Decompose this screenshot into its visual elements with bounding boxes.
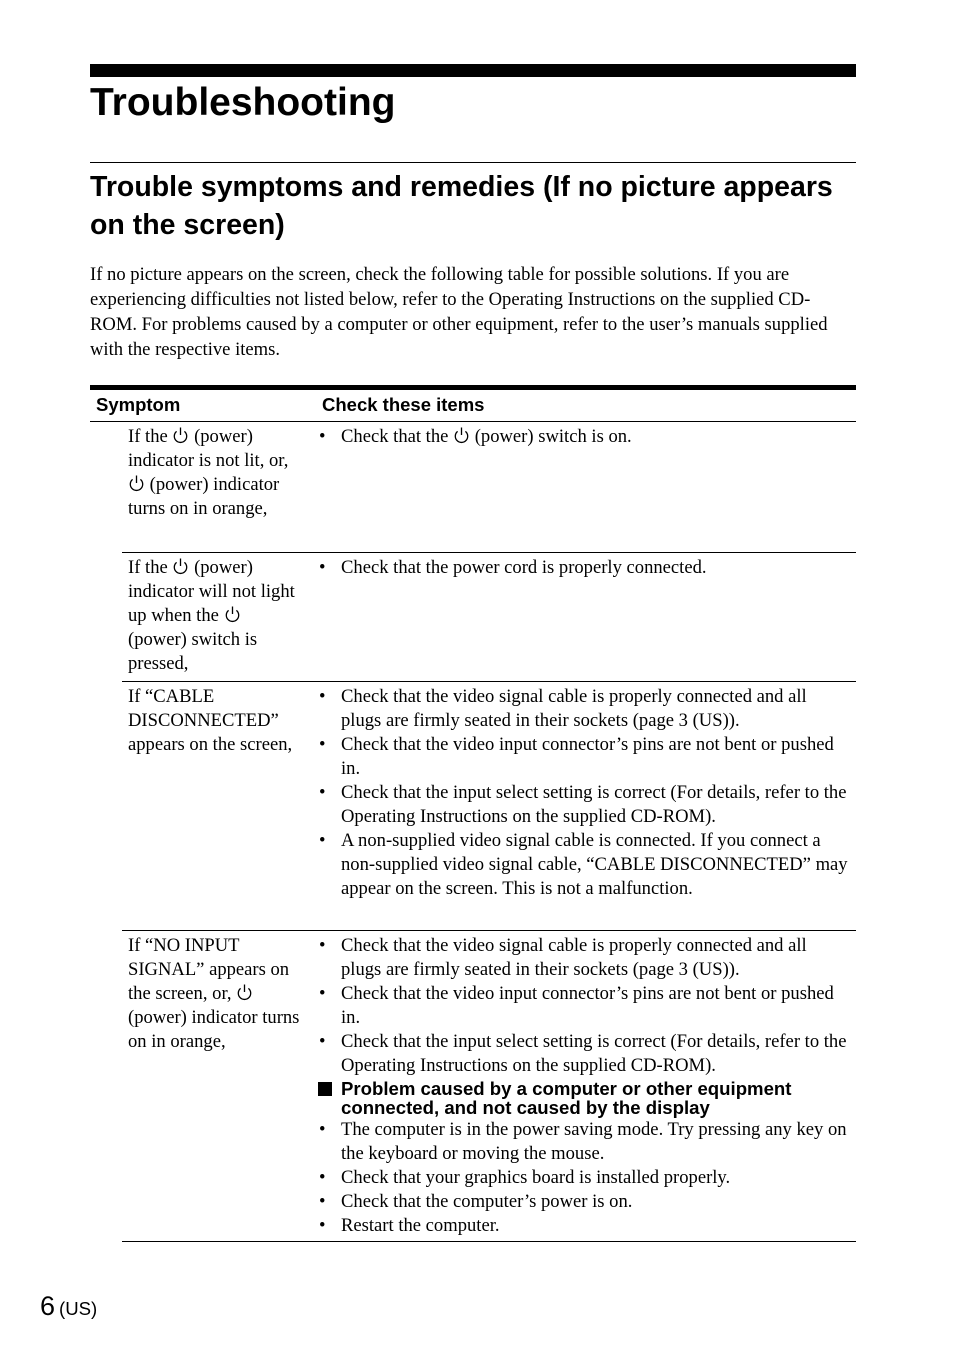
symptom-cell: If “NO INPUT SIGNAL” appears on the screen, or, (power) indicator turns on in orange, (128, 935, 300, 1052)
check-item: • The computer is in the power saving mode. Try pressing any key on the keyboard or moving the mouse. (318, 1118, 848, 1166)
power-icon (128, 474, 145, 492)
check-item: • Check that the input select setting is correct (For details, refer to the Operating Instructions on the supplied CD-ROM). (318, 1030, 848, 1078)
symptom-cell: If “CABLE DISCONNECTED” appears on the screen, (128, 686, 293, 755)
check-item: • Restart the computer. (318, 1214, 848, 1238)
section-title: Trouble symptoms and remedies (If no picture appears on the screen) (90, 171, 833, 241)
check-list (318, 685, 848, 901)
check-item: • Check that the input select setting is correct (For details, refer to the Operating Instructions on the supplied CD-ROM). (318, 781, 848, 829)
column-header-check: Check these items (322, 394, 485, 415)
table-row (122, 422, 856, 553)
symptom-cell: If the (power) indicator will not light up when the (power) switch is pressed, (128, 557, 295, 674)
check-item: • Check that the power cord is properly connected. (318, 556, 848, 580)
check-item: • Check that your graphics board is installed properly. (318, 1166, 848, 1190)
intro-paragraph: If no picture appears on the screen, check the following table for possible solutions. If you are experiencing difficulties not listed below, refer to the Operating Instructions on the supplied CD-ROM. For problems caused by a computer or other equipment, refer to the user’s manuals supplied with the respective items. (90, 264, 828, 360)
check-item: • Check that the video input connector’s pins are not bent or pushed in. (318, 982, 848, 1030)
top-rule-bar (90, 64, 856, 77)
page-title: Troubleshooting (90, 81, 396, 124)
check-list (318, 556, 848, 580)
square-bullet-icon (318, 1082, 332, 1096)
table-row (122, 682, 856, 931)
power-icon (453, 426, 470, 444)
power-icon (172, 557, 189, 575)
check-item: • Check that the video input connector’s pins are not bent or pushed in. (318, 733, 848, 781)
check-list (318, 934, 848, 1238)
table-top-rule (90, 385, 856, 390)
check-item: • Check that the video signal cable is properly connected and all plugs are firmly seated in their sockets (page 3 (US)). (318, 934, 848, 982)
subheading: Problem caused by a computer or other equipment connected, and not caused by the display (318, 1079, 848, 1117)
symptom-cell: If the (power) indicator is not lit, or, (power) indicator turns on in orange, (128, 426, 289, 519)
power-icon (172, 426, 189, 444)
check-item: • Check that the computer’s power is on. (318, 1190, 848, 1214)
check-item: • Check that the video signal cable is properly connected and all plugs are firmly seated in their sockets (page 3 (US)). (318, 685, 848, 733)
check-list (318, 425, 848, 449)
table-row (122, 553, 856, 682)
power-icon (236, 983, 253, 1001)
table-row (122, 931, 856, 1242)
check-item: • A non-supplied video signal cable is connected. If you connect a non-supplied video signal cable, “CABLE DISCONNECTED” may appear on the screen. This is not a malfunction. (318, 829, 848, 901)
check-item: • Check that the (power) switch is on. (318, 425, 848, 449)
section-rule (90, 162, 856, 163)
page-number: 6 (US) (40, 1291, 98, 1321)
column-header-symptom: Symptom (96, 394, 181, 415)
power-icon (224, 605, 241, 623)
